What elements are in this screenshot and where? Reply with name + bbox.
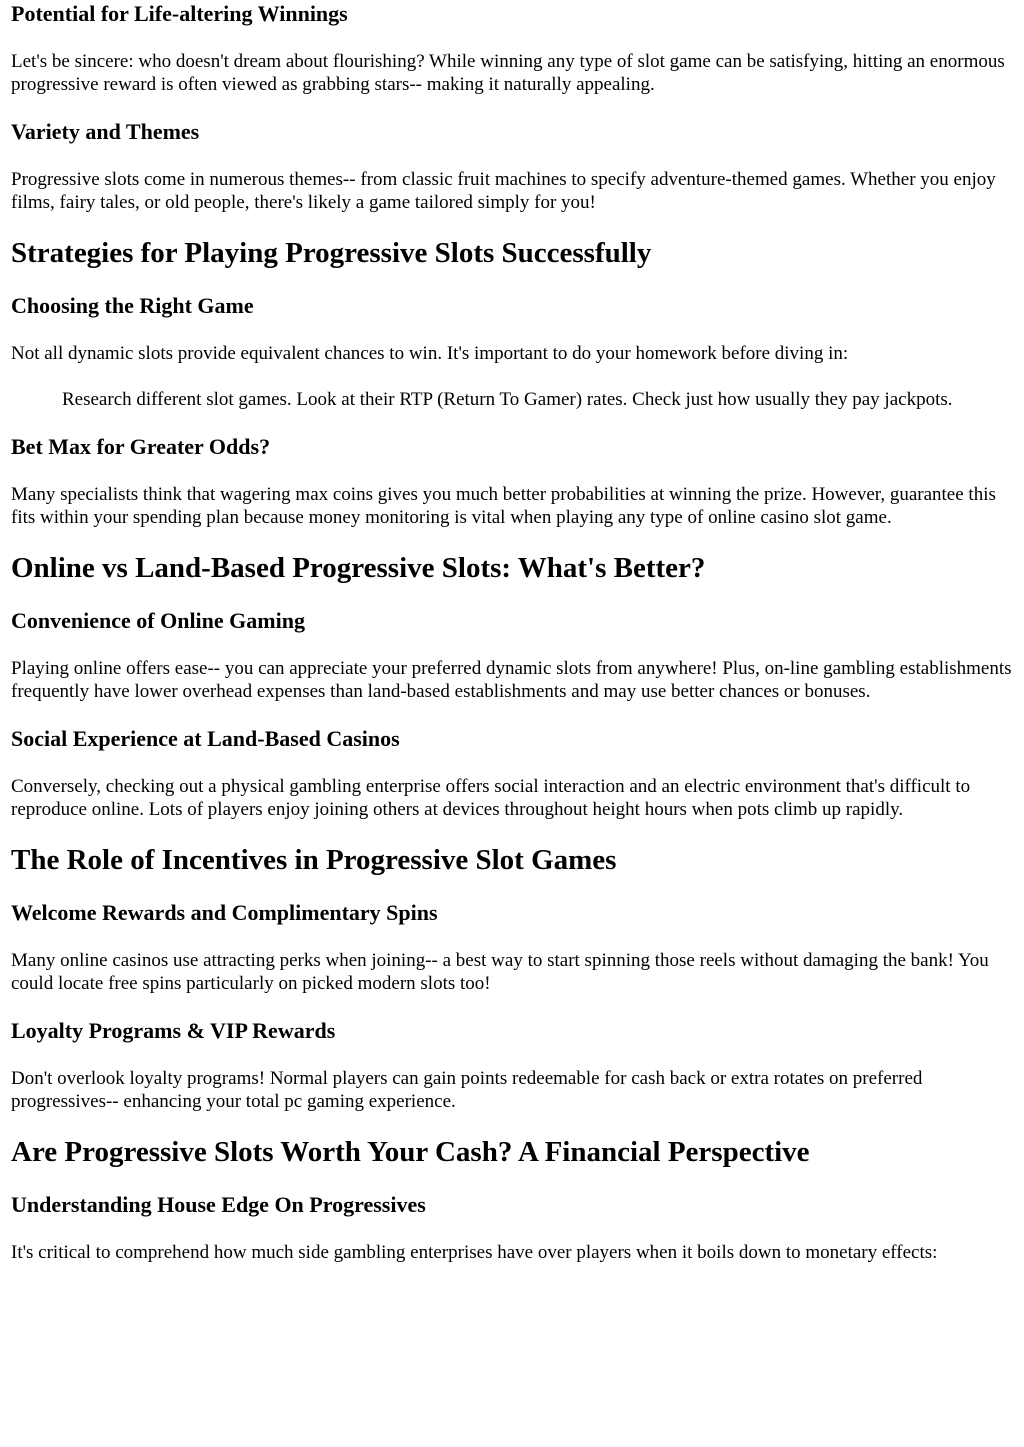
heading-worth-cash: Are Progressive Slots Worth Your Cash? A Financial Perspective: [11, 1136, 810, 1168]
paragraph-themes: Progressive slots come in numerous themes-- from classic fruit machines to specify adventure-themed games. Whether you enjoy films, fairy tales, or old people, there's likely a game tailored simply for you!: [11, 169, 996, 213]
heading-house-edge: Understanding House Edge On Progressives: [11, 1192, 426, 1217]
article: [0, 1, 1024, 1264]
blockquote-research: Research different slot games. Look at their RTP (Return To Gamer) rates. Check just how usually they pay jackpots.: [62, 389, 953, 410]
paragraph-loyalty: Don't overlook loyalty programs! Normal players can gain points redeemable for cash back or extra rotates on preferred progressives-- enhancing your total pc gaming experience.: [11, 1068, 923, 1112]
paragraph-bet-max: Many specialists think that wagering max coins gives you much better probabilities at winning the prize. However, guarantee this fits within your spending plan because money monitoring is vital when playing any type of online casino slot game.: [11, 484, 996, 528]
heading-strategies: Strategies for Playing Progressive Slots Successfully: [11, 237, 652, 269]
heading-convenience-online: Convenience of Online Gaming: [11, 608, 305, 633]
paragraph-convenience: Playing online offers ease-- you can appreciate your preferred dynamic slots from anywhere! Plus, on-line gambling establishments frequently have lower overhead expenses than land-based establishments and may use better chances or bonuses.: [11, 658, 1012, 702]
heading-role-incentives: The Role of Incentives in Progressive Slot Games: [11, 844, 617, 876]
paragraph-welcome-rewards: Many online casinos use attracting perks when joining-- a best way to start spinning those reels without damaging the bank! You could locate free spins particularly on picked modern slots too!: [11, 950, 989, 994]
paragraph-social: Conversely, checking out a physical gambling enterprise offers social interaction and an electric environment that's difficult to reproduce online. Lots of players enjoy joining others at devices throughout height hours when pots climb up rapidly.: [11, 776, 971, 820]
paragraph-choosing-game: Not all dynamic slots provide equivalent chances to win. It's important to do your homework before diving in:: [11, 343, 849, 364]
heading-online-vs-land: Online vs Land-Based Progressive Slots: What's Better?: [11, 552, 706, 584]
heading-loyalty-programs: Loyalty Programs & VIP Rewards: [11, 1018, 336, 1043]
heading-welcome-rewards: Welcome Rewards and Complimentary Spins: [11, 900, 438, 925]
paragraph-winnings: Let's be sincere: who doesn't dream about flourishing? While winning any type of slot game can be satisfying, hitting an enormous progressive reward is often viewed as grabbing stars-- making it naturally appealing.: [11, 51, 1005, 95]
heading-bet-max: Bet Max for Greater Odds?: [11, 434, 271, 459]
heading-variety-themes: Variety and Themes: [11, 119, 200, 144]
heading-social-experience: Social Experience at Land-Based Casinos: [11, 726, 400, 751]
heading-life-altering-winnings: Potential for Life-altering Winnings: [11, 1, 348, 26]
paragraph-house-edge: It's critical to comprehend how much side gambling enterprises have over players when it boils down to monetary effects:: [11, 1242, 938, 1263]
heading-choosing-game: Choosing the Right Game: [11, 293, 254, 318]
